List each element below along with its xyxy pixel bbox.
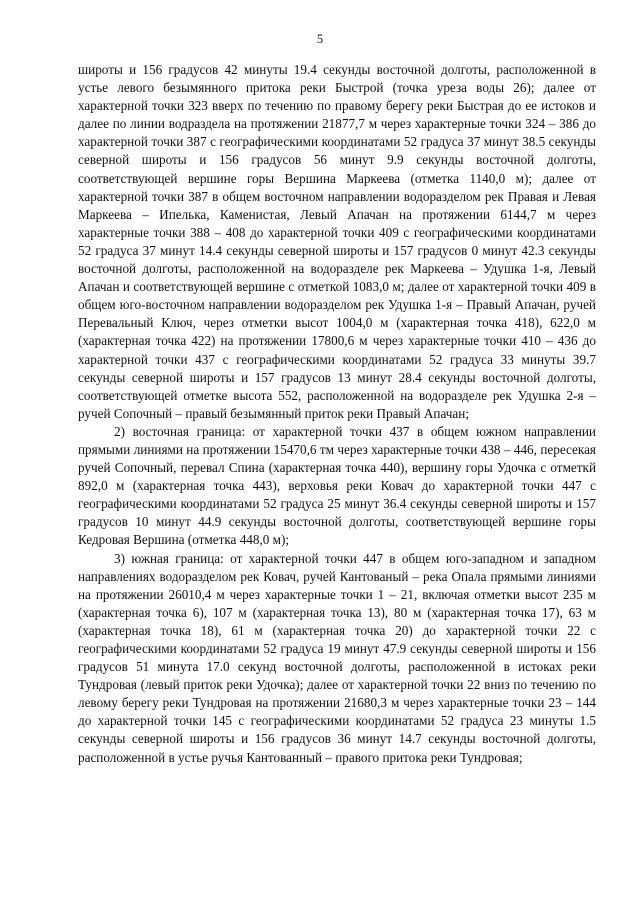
document-body: [78, 61, 596, 767]
paragraph-continuation: широты и 156 градусов 42 минуты 19.4 секунды восточной долготы, расположенной в устье левого безымянного притока реки Быстрой (точка уреза воды 26); далее от характерной точки 323 вверх по течению по правому берегу реки Быстрая до ее истоков и далее по линии водраздела на протяжении 21877,7 м через характерные точки 324 – 386 до характерной точки 387 с географическими координатами 52 градуса 37 минут 38.5 секунды северной широты и 156 градусов 56 минут 9.9 секунды восточной долготы, соответствующей вершине горы Вершина Маркеева (отметка 1140,0 м); далее от характерной точки 387 в общем восточном направлении водоразделом рек Правая и Левая Маркеева – Ипелька, Каменистая, Левый Апачан на протяжении 6144,7 м через характерные точки 388 – 408 до характерной точки 409 с географическими координатами 52 градуса 37 минут 14.4 секунды северной широты и 157 градусов 0 минут 42.3 секунды восточной долготы, расположенной на водоразделе рек Маркеева – Удушка 1-я, Левый Апачан и соответствующей вершине с отметкой 1083,0 м; далее от характерной точки 409 в общем юго-восточном направлении водоразделом рек Удушка 1-я – Правый Апачан, ручей Перевальный Ключ, через отметки высот 1004,0 м (характерная точка 418), 622,0 м (характерная точка 422) на протяжении 17800,6 м через характерные точки 410 – 436 до характерной точки 437 с географическими координатами 52 градуса 33 минуты 39.7 секунды северной широты и 157 градусов 13 минут 28.4 секунды восточной долготы, соответствующей отметке высота 552, расположенной на водоразделе рек Удушка 2-я – ручей Сопочный – правый безымянный приток реки Правый Апачан;: [78, 62, 596, 421]
page-number: 5: [316, 32, 324, 46]
paragraph-eastern-border: 2) восточная граница: от характерной точки 437 в общем южном направлении прямыми линиями на протяжении 15470,6 тм через характерные точки 438 – 446, пересекая ручей Сопочный, перевал Спина (характерная точка 440), вершину горы Удочка с отметкй 892,0 м (характерная точка 443), верховья реки Ковач до характерной точки 447 с географическими координатами 52 градуса 25 минут 36.4 секунды северной широты и 157 градусов 10 минут 44.9 секунды восточной долготы, соответствующей вершине горы Кедровая Вершина (отметка 448,0 м);: [78, 423, 596, 548]
paragraph-southern-border: 3) южная граница: от характерной точки 447 в общем юго-западном и западном направлениях водоразделом рек Ковач, ручей Кантованый – река Опала прямыми линиями на протяжении 26010,4 м через характерные точки 1 – 21, включая отметки высот 235 м (характерная точка 6), 107 м (характерная точка 13), 80 м (характерная точка 17), 63 м (характерная точка 18), 61 м (характерная точка 20) до характерной точки 22 с географическими координатами 52 градуса 19 минут 47.9 секунды северной широты и 156 градусов 51 минута 17.0 секунд восточной долготы, расположенной в истоках реки Тундровая (левый приток реки Удочка); далее от характерной точки 22 вниз по течению по левому берегу реки Тундровая на протяжении 21680,3 м через характерные точки 23 – 144 до характерной точки 145 с географическими координатами 52 градуса 23 минуты 1.5 секунды северной широты и 156 градусов 36 минут 14.7 секунды восточной долготы, расположенной в устье ручья Кантованный – правого притока реки Тундровая;: [78, 550, 596, 765]
